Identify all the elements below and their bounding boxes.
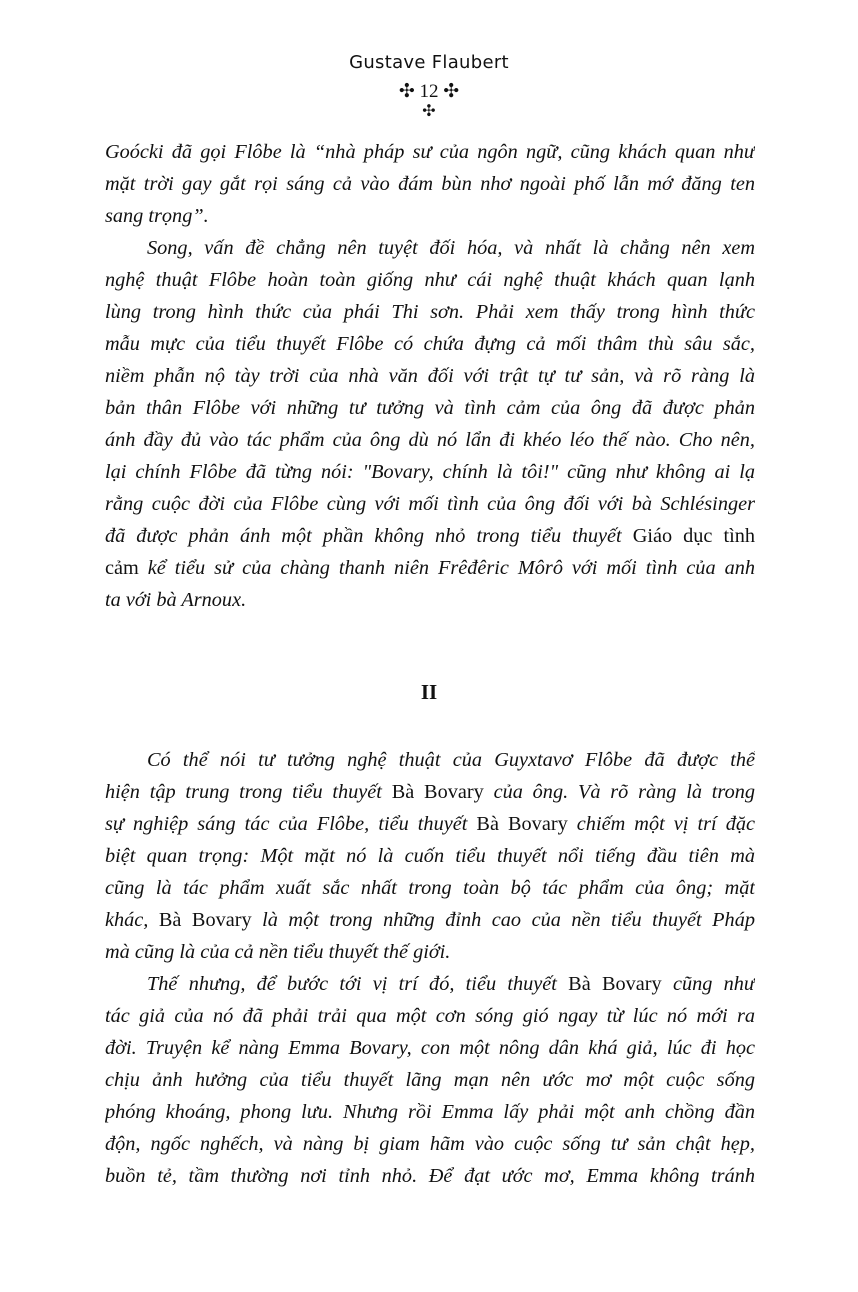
section-heading: II — [420, 680, 438, 704]
text-block-2 — [105, 744, 755, 1192]
text-line — [105, 1000, 755, 1032]
book-title: Bà Bovary — [391, 781, 484, 803]
text-run: Goócki đã gọi Flôbe là “nhà pháp sư của ngôn ngữ, cũng khách quan như — [105, 141, 755, 163]
text-run: là một trong những đỉnh cao của nền tiểu thuyết Pháp — [251, 909, 755, 931]
ornament-icon: ✣ — [422, 101, 436, 120]
text-run: niềm phẫn nộ tày trời của nhà văn đối với trật tự tư sản, và rõ ràng là — [105, 365, 755, 387]
paragraph — [105, 136, 755, 232]
text-run: Thế nhưng, để bước tới vị trí đó, tiểu thuyết — [147, 973, 569, 995]
text-run: mẫu mực của tiểu thuyết Flôbe có chứa đựng cả mối thâm thù sâu sắc, — [105, 333, 755, 355]
text-run: hiện tập trung trong tiểu thuyết — [105, 781, 392, 803]
book-title: cảm — [105, 557, 139, 579]
text-run: bản thân Flôbe với những tư tưởng và tình cảm của ông đã được phản — [105, 397, 755, 419]
text-run: ánh đầy đủ vào tác phẩm của ông dù nó lẩn đi khéo léo thế nào. Cho nên, — [105, 429, 755, 451]
ornament-icon: ✣ — [443, 81, 460, 102]
text-block-1 — [105, 136, 755, 616]
text-line — [105, 584, 755, 616]
text-line — [105, 904, 755, 936]
text-line — [105, 296, 755, 328]
text-line — [105, 360, 755, 392]
text-line — [105, 808, 755, 840]
text-line — [105, 552, 755, 584]
ornament-icon: ✣ — [398, 81, 415, 102]
text-line — [105, 1032, 755, 1064]
page-number — [0, 80, 858, 103]
paragraph — [105, 744, 755, 968]
text-line — [105, 136, 755, 168]
text-line — [105, 936, 755, 968]
text-line — [105, 168, 755, 200]
text-run: chịu ảnh hưởng của tiểu thuyết lãng mạn nên ước mơ một cuộc sống — [105, 1069, 755, 1091]
text-run: lại chính Flôbe đã từng nói: "Bovary, chính là tôi!" cũng như không ai lạ — [105, 461, 755, 483]
book-title: Bà Bovary — [568, 973, 662, 995]
paragraph — [105, 232, 755, 616]
text-line — [105, 872, 755, 904]
text-run: lùng trong hình thức của phái Thi sơn. Phải xem thấy trong hình thức — [105, 301, 755, 323]
text-line — [105, 520, 755, 552]
text-line — [105, 744, 755, 776]
text-line — [105, 1096, 755, 1128]
book-title: Bà Bovary — [158, 909, 252, 931]
text-run: khác, — [105, 909, 159, 931]
text-line — [105, 968, 755, 1000]
text-run: biệt quan trọng: Một mặt nó là cuốn tiểu thuyết nổi tiếng đầu tiên mà — [105, 845, 755, 867]
text-run: tác giả của nó đã phải trải qua một cơn sóng gió ngay từ lúc nó mới ra — [105, 1005, 755, 1027]
text-run: rằng cuộc đời của Flôbe cùng với mối tình của ông đối với bà Schlésinger — [105, 493, 755, 515]
text-line — [105, 840, 755, 872]
text-run: nghệ thuật Flôbe hoàn toàn giống như cái nghệ thuật khách quan lạnh — [105, 269, 755, 291]
text-run: phóng khoáng, phong lưu. Nhưng rồi Emma lấy phải một anh chồng đần — [105, 1101, 755, 1123]
text-run: buồn tẻ, tầm thường nơi tỉnh nhỏ. Để đạt ước mơ, Emma không tránh — [105, 1165, 755, 1187]
text-line — [105, 424, 755, 456]
text-line — [105, 776, 755, 808]
text-run: cũng như — [661, 973, 755, 995]
page-number-value: 12 — [419, 81, 439, 102]
text-run: sự nghiệp sáng tác của Flôbe, tiểu thuyết — [105, 813, 477, 835]
running-header-author: Gustave Flaubert — [349, 52, 509, 73]
text-line — [105, 1160, 755, 1192]
text-run: đời. Truyện kể nàng Emma Bovary, con một nông dân khá giả, lúc đi học — [105, 1037, 755, 1059]
text-line — [105, 328, 755, 360]
text-line — [105, 392, 755, 424]
text-run: Có thể nói tư tưởng nghệ thuật của Guyxtavơ Flôbe đã được thể — [147, 749, 755, 771]
text-line — [105, 200, 755, 232]
book-title: Giáo dục tình — [632, 525, 755, 547]
text-run: độn, ngốc nghếch, và nàng bị giam hãm vào cuộc sống tư sản chật hẹp, — [105, 1133, 755, 1155]
text-run: mà cũng là của cả nền tiểu thuyết thế giới. — [105, 941, 451, 963]
text-run: ta với bà Arnoux. — [105, 589, 247, 611]
text-run: cũng là tác phẩm xuất sắc nhất trong toàn bộ tác phẩm của ông; mặt — [105, 877, 755, 899]
paragraph — [105, 968, 755, 1192]
text-run: mặt trời gay gắt rọi sáng cả vào đám bùn nhơ ngoài phố lẫn mớ đăng ten — [105, 173, 755, 195]
text-run: sang trọng”. — [105, 205, 209, 227]
text-run: chiếm một vị trí đặc — [567, 813, 755, 835]
text-line — [105, 1128, 755, 1160]
text-run: Song, vấn đề chẳng nên tuyệt đối hóa, và nhất là chẳng nên xem — [147, 237, 755, 259]
text-line — [105, 1064, 755, 1096]
text-run: của ông. Và rõ ràng là trong — [483, 781, 755, 803]
text-line — [105, 232, 755, 264]
text-line — [105, 488, 755, 520]
text-line — [105, 456, 755, 488]
text-line — [105, 264, 755, 296]
book-title: Bà Bovary — [476, 813, 568, 835]
text-run: kể tiểu sử của chàng thanh niên Frêđêric Môrô với mối tình của anh — [138, 557, 755, 579]
text-run: đã được phản ánh một phần không nhỏ trong tiểu thuyết — [105, 525, 633, 547]
